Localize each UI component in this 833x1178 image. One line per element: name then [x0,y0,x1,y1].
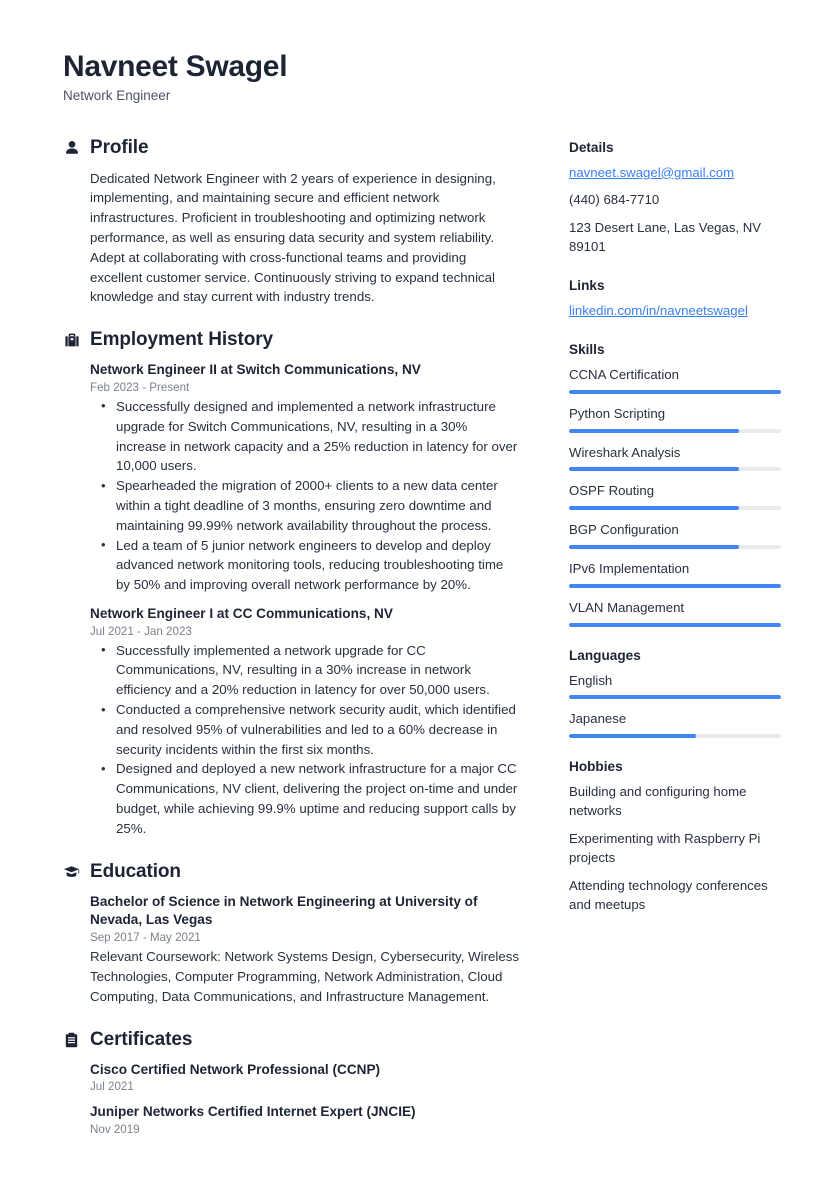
education-entry-date: Sep 2017 - May 2021 [90,931,201,945]
employment-entry [90,361,521,595]
sidebar-languages-title: Languages [569,647,641,663]
hobby-item: Attending technology conferences and meetups [569,877,768,912]
skill-bar-fill [569,390,781,394]
candidate-job-title: Network Engineer [63,87,171,103]
skill-bar-fill [569,623,781,627]
section-profile [63,137,521,308]
linkedin-link[interactable]: linkedin.com/in/navneetswagel [569,303,748,319]
skill-bar-track [569,584,781,588]
list-item: • Led a team of 5 junior network engineers to develop and deploy advanced network monitoring tools, reducing troubleshooting time by 50% and improving overall network performance by 20%. [90,536,521,595]
hobby-item: Experimenting with Raspberry Pi projects [569,831,761,865]
skill-bar-track [569,429,781,433]
skill-bar-track [569,506,781,510]
language-bar-fill [569,695,781,699]
sidebar-details [569,140,781,258]
skill-bar-fill [569,506,739,510]
certificate-entry [90,1103,521,1136]
employment-entry [90,605,521,839]
profile-text: Dedicated Network Engineer with 2 years of experience in designing, implementing, and maintaining secure and efficient network infrastructures. Proficient in troubleshooting and optimizing network performance, as well as ensuring data security and system reliability. Adept at collaborating with cross-functional teams and providing excellent customer service. Continuously striving to expand technical knowledge and stay current with industry trends. [90,170,496,305]
skill-item [569,444,781,472]
section-certificates-title: Certificates [90,1028,193,1050]
candidate-name: Navneet Swagel [63,50,288,83]
employment-entry-title: Network Engineer II at Switch Communications, NV [90,362,421,378]
certificate-title: Juniper Networks Certified Internet Expert (JNCIE) [90,1104,416,1120]
main-column [63,137,521,1158]
employment-entry-bullets [90,397,521,595]
list-item: • Conducted a comprehensive network security audit, which identified and resolved 95% of vulnerabilities and led to a 60% decrease in security incidents within the first six months. [90,700,521,759]
section-education-title: Education [90,860,181,882]
sidebar-hobbies-title: Hobbies [569,759,623,775]
skill-bar-fill [569,467,739,471]
employment-entry-date: Jul 2021 - Jan 2023 [90,624,192,638]
section-certificates [63,1029,521,1137]
sidebar-languages [569,648,781,739]
section-education-header [63,861,521,883]
skill-label: VLAN Management [569,599,685,615]
skill-label: Python Scripting [569,405,666,421]
skill-bar-fill [569,584,781,588]
skill-item [569,521,781,549]
employment-entry-date: Feb 2023 - Present [90,380,190,394]
skill-label: BGP Configuration [569,522,679,538]
education-entry [90,893,521,1007]
section-education-body [63,893,521,1007]
skill-bar-track [569,467,781,471]
list-item: • Successfully implemented a network upgrade for CC Communications, NV, resulting in a 30% increase in network efficiency and a 20% reduction in latency for over 50,000 users. [90,641,521,700]
skill-item [569,599,781,627]
certificate-date: Jul 2021 [90,1080,134,1094]
section-certificates-header [63,1029,521,1051]
skill-bar-track [569,623,781,627]
certificate-date: Nov 2019 [90,1123,140,1136]
sidebar-links [569,278,781,321]
language-item [569,672,781,700]
resume-columns [63,137,778,1158]
sidebar-skills [569,342,781,627]
language-item [569,710,781,738]
sidebar-hobbies [569,759,781,914]
address-text: 123 Desert Lane, Las Vegas, NV 89101 [569,220,762,255]
resume-header [63,50,778,103]
certificate-title: Cisco Certified Network Professional (CCNP) [90,1061,381,1077]
hobby-item: Building and configuring home networks [569,784,747,819]
graduation-cap-icon [63,863,80,880]
skill-bar-track [569,390,781,394]
language-bar-track [569,695,781,699]
skill-item [569,482,781,510]
employment-entry-title: Network Engineer I at CC Communications, NV [90,605,393,621]
skill-label: OSPF Routing [569,483,655,499]
sidebar-details-title: Details [569,139,614,155]
section-profile-body [63,169,521,308]
skill-label: CCNA Certification [569,366,679,382]
skill-item [569,560,781,588]
language-label: Japanese [569,711,627,727]
skill-label: IPv6 Implementation [569,561,690,577]
certificate-entry [90,1061,521,1094]
list-item: • Spearheaded the migration of 2000+ clients to a new data center within a tight deadline of 3 months, ensuring zero downtime and maintaining 99.99% network availability throughout the process. [90,476,521,535]
skill-item [569,366,781,394]
language-bar-fill [569,734,696,738]
briefcase-icon [63,332,80,349]
email-link[interactable]: navneet.swagel@gmail.com [569,164,735,180]
skill-bar-fill [569,429,739,433]
education-entry-title: Bachelor of Science in Network Engineering at University of Nevada, Las Vegas [90,893,478,928]
section-employment-header [63,329,521,351]
sidebar-column [569,137,781,936]
language-label: English [569,672,613,688]
list-item: • Designed and deployed a new network infrastructure for a major CC Communications, NV client, delivering the project on-time and under budget, while achieving 99.9% uptime and reducing support calls by 25%. [90,759,521,838]
list-item: • Successfully designed and implemented a network infrastructure upgrade for Switch Communications, NV, resulting in a 30% increase in network capacity and a 25% reduction in latency for over 10,000 users. [90,397,521,476]
skill-bar-track [569,545,781,549]
section-profile-title: Profile [90,136,149,158]
clipboard-icon [63,1031,80,1048]
section-profile-header [63,137,521,159]
skill-label: Wireshark Analysis [569,444,681,460]
skill-item [569,405,781,433]
phone-text: (440) 684-7710 [569,192,660,208]
section-employment-body [63,361,521,838]
user-icon [63,139,80,156]
employment-entry-bullets [90,641,521,839]
section-employment [63,329,521,838]
section-employment-title: Employment History [90,329,273,351]
language-bar-track [569,734,781,738]
section-education [63,861,521,1007]
skill-bar-fill [569,545,739,549]
education-entry-description: Relevant Coursework: Network Systems Design, Cybersecurity, Wireless Technologies, Computer Programming, Network Administration, Cloud Computing, Data Communications, and Infrastructure Management. [90,949,520,1004]
section-certificates-body [63,1061,521,1137]
sidebar-links-title: Links [569,278,605,294]
sidebar-skills-title: Skills [569,341,605,357]
